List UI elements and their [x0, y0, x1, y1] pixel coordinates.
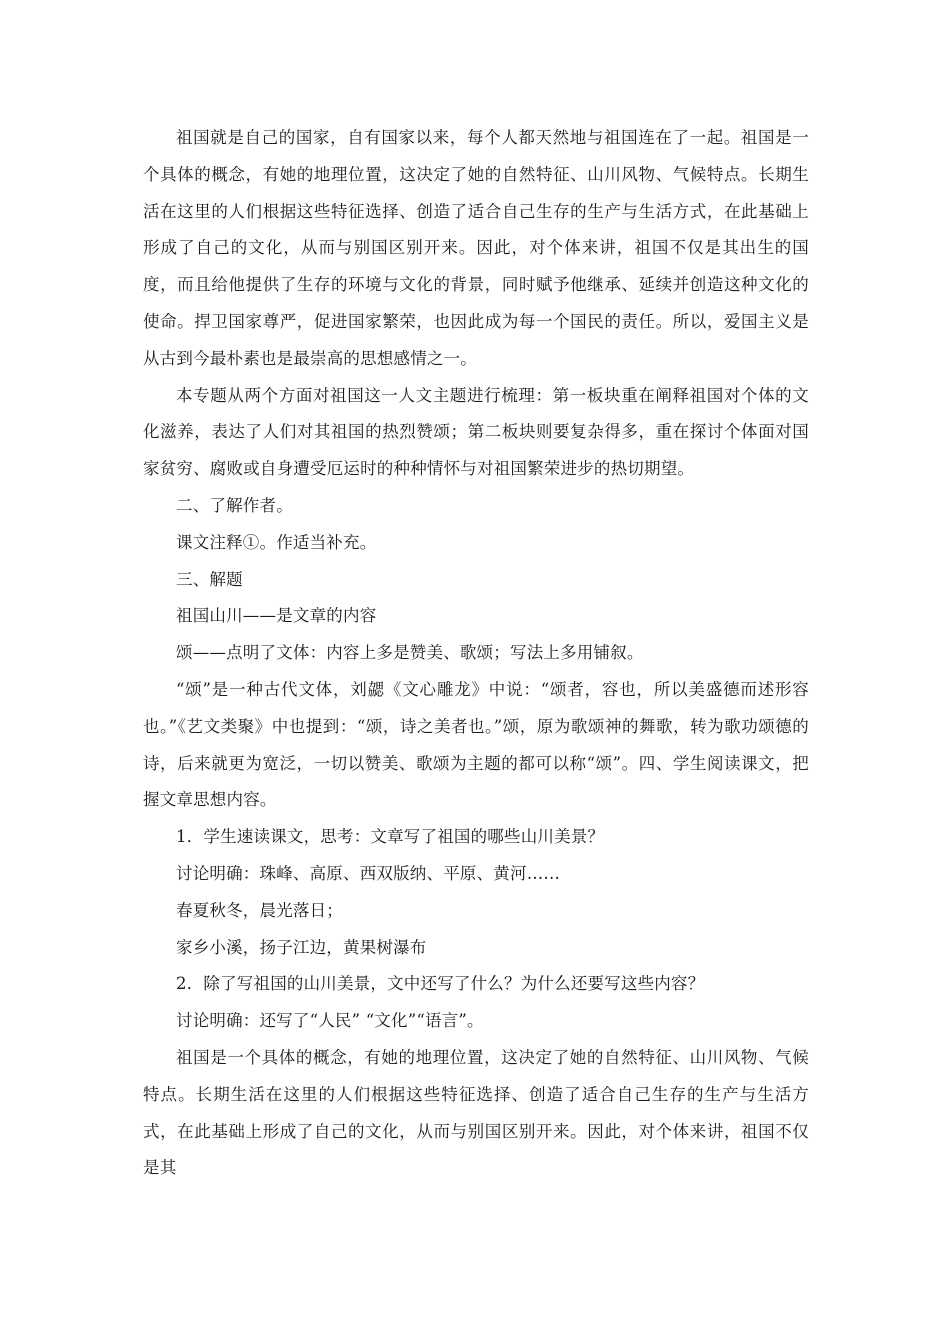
paragraph-title-content: 祖国山川——是文章的内容 [176, 606, 377, 626]
paragraph-intro: 祖国就是自己的国家，自有国家以来，每个人都天然地与祖国连在了一起。祖国是一个具体的概念，有她的地理位置，这决定了她的自然特征、山川风物、气候特点。长期生活在这里的人们根据这些特征选择、创造了适合自己生存的生产与生活方式，在此基础上形成了自己的文化，从而与别国区别开来。因此，对个体来讲，祖国不仅是其出生的国度，而且给他提供了生存的环境与文化的背景，同时赋予他继承、延续并创造这种文化的使命。捍卫国家尊严，促进国家繁荣，也因此成为每一个国民的责任。所以，爱国主义是从古到今最朴素也是最崇高的思想感情之一。 [143, 128, 809, 368]
paragraph-title-genre: 颂——点明了文体：内容上多是赞美、歌颂；写法上多用铺叙。 [176, 643, 644, 663]
answer-1-line-3: 家乡小溪，扬子江边，黄果树瀑布 [176, 937, 427, 957]
document-body [143, 120, 809, 1187]
question-1: 1．学生速读课文，思考：文章写了祖国的哪些山川美景？ [176, 827, 605, 847]
paragraph-genre-explanation: “颂”是一种古代文体，刘勰《文心雕龙》中说：“颂者，容也，所以美盛德而述形容也。”《艺文类聚》中也提到：“颂，诗之美者也。”颂，原为歌颂神的舞歌，转为歌功颂德的诗，后来就更为宽泛，一切以赞美、歌颂为主题的都可以称“颂”。四、学生阅读课文，把握文章思想内容。 [143, 679, 809, 810]
paragraph-notes: 课文注释①。作适当补充。 [176, 532, 377, 552]
answer-1-line-1: 讨论明确：珠峰、高原、西双版纳、平原、黄河…… [176, 863, 561, 883]
question-2: 2．除了写祖国的山川美景，文中还写了什么？为什么还要写这些内容？ [176, 974, 705, 994]
answer-2: 讨论明确：还写了“人民” “文化”“语言”。 [176, 1011, 484, 1031]
section-heading-title: 三、解题 [176, 569, 243, 589]
answer-1-line-2: 春夏秋冬，晨光落日； [176, 900, 343, 920]
section-heading-author: 二、了解作者。 [176, 495, 293, 515]
paragraph-closing: 祖国是一个具体的概念，有她的地理位置，这决定了她的自然特征、山川风物、气候特点。长期生活在这里的人们根据这些特征选择、创造了适合自己生存的生产与生活方式，在此基础上形成了自己的文化，从而与别国区别开来。因此，对个体来讲，祖国不仅是其 [143, 1047, 809, 1178]
paragraph-topic: 本专题从两个方面对祖国这一人文主题进行梳理：第一板块重在阐释祖国对个体的文化滋养，表达了人们对其祖国的热烈赞颂；第二板块则要复杂得多，重在探讨个体面对国家贫穷、腐败或自身遭受厄运时的种种情怀与对祖国繁荣进步的热切期望。 [143, 385, 809, 479]
